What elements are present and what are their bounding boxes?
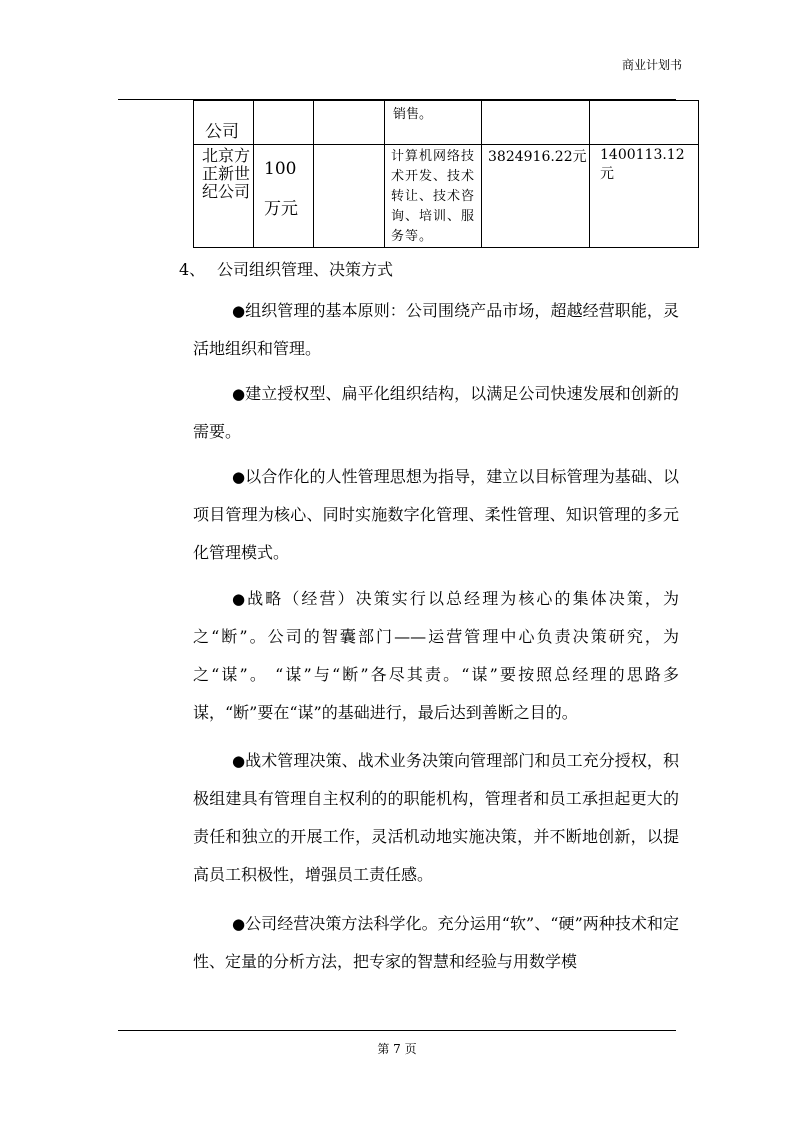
table-cell-capital xyxy=(254,101,314,145)
capital-amount: 100 xyxy=(264,159,297,179)
bullet-icon: ● xyxy=(232,915,246,933)
bullet-icon: ● xyxy=(232,752,246,770)
table-cell-value1 xyxy=(482,101,590,145)
paragraph xyxy=(193,292,679,368)
capital-unit: 万元 xyxy=(264,199,298,219)
paragraph xyxy=(193,580,679,732)
paragraph-text: 战术管理决策、战术业务决策向管理部门和员工充分授权，积极组建具有管理自主权利的的职能机构，管理者和员工承担起更大的责任和独立的开展工作，灵活机动地实施决策，并不断地创新，以提高员工积极性，增强员工责任感。 xyxy=(193,751,679,884)
table-row xyxy=(194,101,699,145)
paragraph-text: 公司经营决策方法科学化。充分运用“软”、“硬”两种技术和定性、定量的分析方法，把专家的智慧和经验与用数学模 xyxy=(193,914,679,971)
paragraph-text: 以合作化的人性管理思想为指导，建立以目标管理为基础、以项目管理为核心、同时实施数字化管理、柔性管理、知识管理的多元化管理模式。 xyxy=(193,467,679,562)
table-cell-company: 北京方正新世纪公司 xyxy=(194,145,254,248)
table-cell-business: 销售。 xyxy=(385,101,482,145)
bullet-icon: ● xyxy=(232,468,246,486)
table-cell-value2: 1400113.12元 xyxy=(590,145,699,248)
paragraph xyxy=(193,375,679,451)
table-cell-value1: 3824916.22元 xyxy=(482,145,590,248)
table-cell-capital xyxy=(254,145,314,248)
bullet-icon: ● xyxy=(232,590,248,608)
header-title: 商业计划书 xyxy=(621,58,682,72)
table-cell-empty xyxy=(314,101,385,145)
section-heading xyxy=(179,258,393,282)
table-row xyxy=(194,145,699,248)
paragraph-text: 建立授权型、扁平化组织结构，以满足公司快速发展和创新的需要。 xyxy=(193,384,679,441)
table-cell-business: 计算机网络技术开发、技术转让、技术咨询、培训、服务等。 xyxy=(385,145,482,248)
paragraph xyxy=(193,905,679,981)
page-number: 第 7 页 xyxy=(377,1042,417,1056)
section-title: 公司组织管理、决策方式 xyxy=(217,260,394,279)
paragraph-text: 组织管理的基本原则：公司围绕产品市场，超越经营职能，灵活地组织和管理。 xyxy=(193,301,679,358)
company-table xyxy=(193,100,699,248)
paragraph xyxy=(193,458,679,572)
table-cell-empty xyxy=(314,145,385,248)
table-cell-company: 公司 xyxy=(194,101,254,145)
paragraph xyxy=(193,742,679,894)
paragraph-text: 战略（经营）决策实行以总经理为核心的集体决策，为之“断”。公司的智囊部门——运营管理中心负责决策研究，为之“谋”。 “谋”与“断”各尽其责。“谋”要按照总经理的思路多谋，“断”要在“谋”的基础进行，最后达到善断之目的。 xyxy=(193,589,679,722)
bullet-icon: ● xyxy=(232,302,246,320)
table-cell-value2 xyxy=(590,101,699,145)
section-number: 4、 xyxy=(179,260,206,279)
bullet-icon: ● xyxy=(232,385,246,403)
footer-rule xyxy=(118,1030,676,1031)
